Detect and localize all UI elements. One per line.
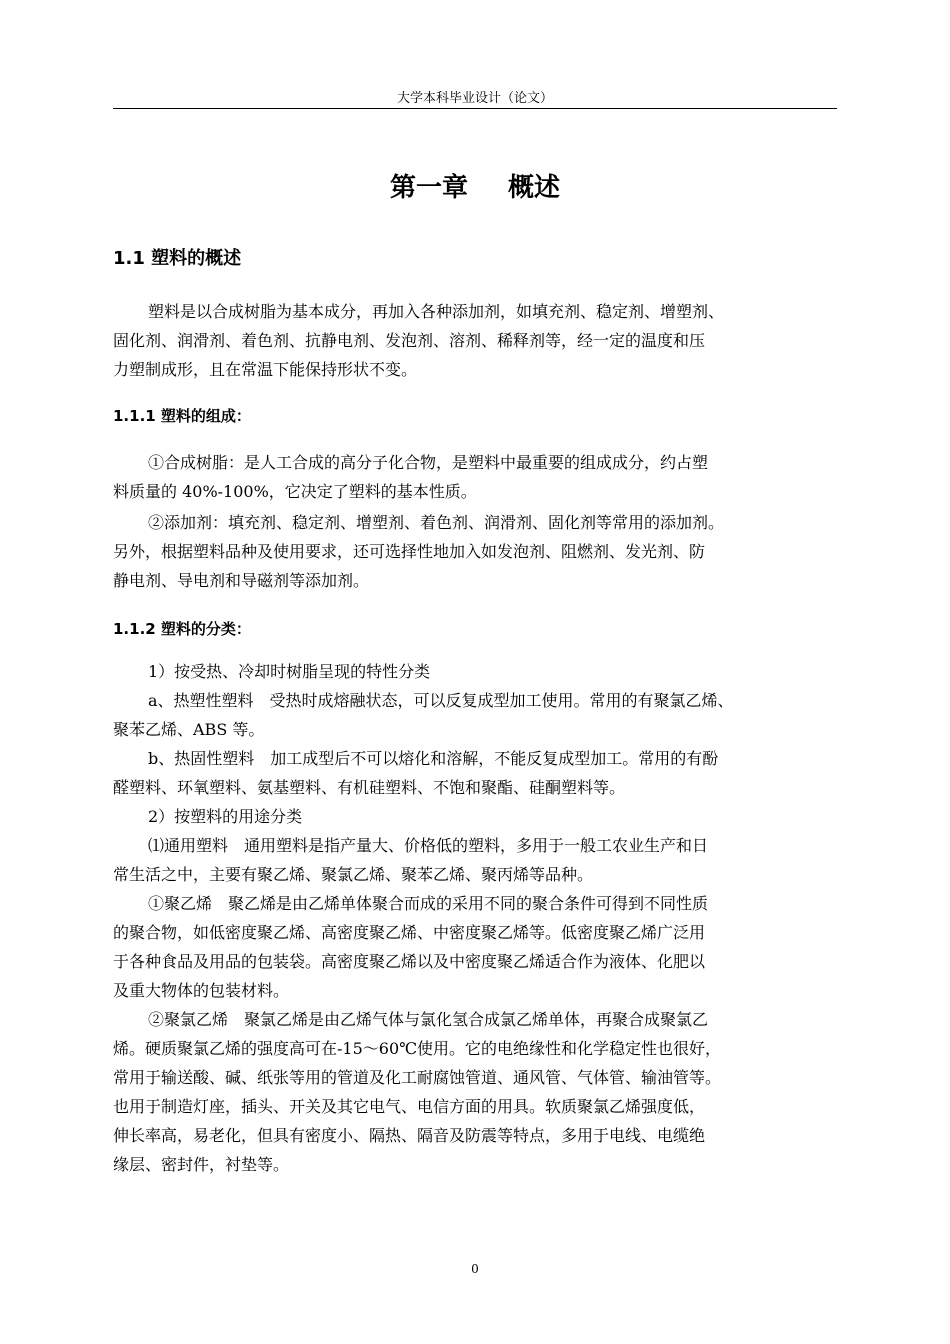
- text-line: 静电剂、导电剂和导磁剂等添加剂。: [113, 571, 370, 590]
- chapter-title: [0, 170, 950, 206]
- page-header: 大学本科毕业设计（论文）: [396, 91, 553, 106]
- text-line: 塑料是以合成树脂为基本成分，再加入各种添加剂，如填充剂、稳定剂、增塑剂、: [148, 302, 725, 321]
- text-line: 常生活之中，主要有聚乙烯、聚氯乙烯、聚苯乙烯、聚丙烯等品种。: [113, 865, 594, 884]
- text-line: 烯。硬质聚氯乙烯的强度高可在-15～60℃使用。它的电绝缘性和化学稳定性也很好，: [113, 1039, 722, 1058]
- paragraph-synthetic-resin: [113, 448, 853, 506]
- chapter-number: 第一章: [389, 173, 468, 203]
- text-line: 常用于输送酸、碱、纸张等用的管道及化工耐腐蚀管道、通风管、气体管、输油管等。: [113, 1068, 722, 1087]
- text-line: ①聚乙烯 聚乙烯是由乙烯单体聚合而成的采用不同的聚合条件可得到不同性质: [148, 894, 709, 913]
- text-line: 于各种食品及用品的包装袋。高密度聚乙烯以及中密度聚乙烯适合作为液体、化肥以: [113, 952, 706, 971]
- page-number: 0: [471, 1262, 479, 1276]
- paragraph-classification: [113, 657, 853, 1179]
- text-line: 的聚合物，如低密度聚乙烯、高密度聚乙烯、中密度聚乙烯等。低密度聚乙烯广泛用: [113, 923, 706, 942]
- text-line: b、热固性塑料 加工成型后不可以熔化和溶解，不能反复成型加工。常用的有酚: [148, 749, 719, 768]
- paragraph-additives: [113, 508, 853, 595]
- text-line: 2）按塑料的用途分类: [148, 807, 303, 826]
- text-line: 醛塑料、环氧塑料、氨基塑料、有机硅塑料、不饱和聚酯、硅酮塑料等。: [113, 778, 626, 797]
- section-heading-1-1: 1.1 塑料的概述: [113, 248, 242, 269]
- text-line: 另外，根据塑料品种及使用要求，还可选择性地加入如发泡剂、阻燃剂、发光剂、防: [113, 542, 706, 561]
- text-line: 伸长率高，易老化，但具有密度小、隔热、隔音及防震等特点，多用于电线、电缆绝: [113, 1126, 706, 1145]
- text-line: 1）按受热、冷却时树脂呈现的特性分类: [148, 662, 431, 681]
- chapter-name: 概述: [508, 173, 561, 203]
- text-line: 也用于制造灯座，插头、开关及其它电气、电信方面的用具。软质聚氯乙烯强度低，: [113, 1097, 706, 1116]
- section-heading-1-1-2: 1.1.2 塑料的分类：: [113, 620, 251, 638]
- text-line: ①合成树脂：是人工合成的高分子化合物，是塑料中最重要的组成成分，约占塑: [148, 453, 709, 472]
- section-heading-1-1-1: 1.1.1 塑料的组成：: [113, 407, 251, 425]
- text-line: 及重大物体的包装材料。: [113, 981, 290, 1000]
- text-line: ②添加剂：填充剂、稳定剂、增塑剂、着色剂、润滑剂、固化剂等常用的添加剂。: [148, 513, 725, 532]
- text-line: 聚苯乙烯、ABS 等。: [113, 720, 265, 739]
- text-line: 料质量的 40%-100%，它决定了塑料的基本性质。: [113, 482, 477, 501]
- text-line: 固化剂、润滑剂、着色剂、抗静电剂、发泡剂、溶剂、稀释剂等，经一定的温度和压: [113, 331, 706, 350]
- paragraph-plastic-overview: [113, 297, 853, 384]
- text-line: 力塑制成形，且在常温下能保持形状不变。: [113, 360, 418, 379]
- text-line: a、热塑性塑料 受热时成熔融状态，可以反复成型加工使用。常用的有聚氯乙烯、: [148, 691, 734, 710]
- text-line: ②聚氯乙烯 聚氯乙烯是由乙烯气体与氯化氢合成氯乙烯单体，再聚合成聚氯乙: [148, 1010, 709, 1029]
- header-divider: [113, 108, 837, 109]
- text-line: 缘层、密封件，衬垫等。: [113, 1155, 290, 1174]
- text-line: ⑴通用塑料 通用塑料是指产量大、价格低的塑料，多用于一般工农业生产和日: [148, 836, 709, 855]
